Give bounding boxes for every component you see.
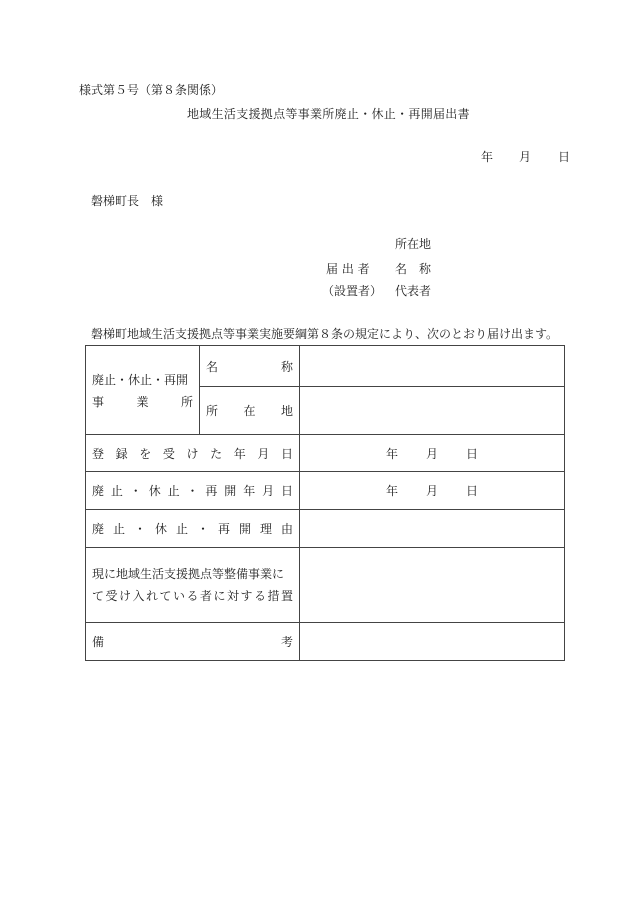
date-month-label: 月: [519, 150, 532, 164]
registration-date-label-cell: [86, 435, 300, 472]
table-row: [86, 472, 565, 510]
measures-label-cell: [86, 548, 300, 623]
reason-input-cell[interactable]: [300, 510, 565, 548]
addressee: 磐梯町長 様: [91, 194, 164, 208]
location-input-cell[interactable]: [300, 387, 565, 435]
measures-label-line2: て受け入れている者に対する措置: [92, 589, 293, 603]
document-title: 地域生活支援拠点等事業所廃止・休止・再開届出書: [187, 107, 470, 121]
name-label-cell: [200, 346, 300, 387]
measures-input-cell[interactable]: [300, 548, 565, 623]
office-label-line2: 事業所: [92, 395, 193, 409]
date-day-label: 日: [558, 150, 571, 164]
notification-table: [85, 345, 565, 661]
change-date-input-cell[interactable]: 年 月 日: [300, 472, 565, 510]
location-label: 所在地: [395, 237, 432, 251]
remarks-input-cell[interactable]: [300, 623, 565, 661]
form-number: 様式第５号（第８条関係）: [79, 83, 224, 97]
remarks-label: 備考: [92, 635, 293, 649]
measures-label-line1: 現に地域生活支援拠点等整備事業に: [92, 566, 285, 581]
table-row: [86, 623, 565, 661]
office-label-line1: 廃止・休止・再開: [92, 372, 189, 387]
change-date-label-cell: [86, 472, 300, 510]
submission-date: [481, 151, 570, 163]
change-date-label: 廃止・休止・再開年月日: [92, 484, 293, 498]
statement: 磐梯町地域生活支援拠点等事業実施要綱第８条の規定により、次のとおり届け出ます。: [91, 327, 559, 341]
remarks-label-cell: [86, 623, 300, 661]
location-label-cell: [200, 387, 300, 435]
registration-date-input-cell[interactable]: 年 月 日: [300, 435, 565, 472]
office-label-cell: [86, 346, 200, 435]
table-row: [86, 510, 565, 548]
registration-date-label: 登録を受けた年月日: [92, 446, 293, 461]
installer-label: （設置者）: [322, 284, 383, 298]
reason-label: 廃止・休止・再開理由: [92, 522, 293, 536]
table-row: [86, 435, 565, 472]
name-label: 名称: [206, 359, 293, 374]
location-label: 所在地: [206, 404, 293, 418]
reason-label-cell: [86, 510, 300, 548]
name-input-cell[interactable]: [300, 346, 565, 387]
name-label: 名 称: [395, 262, 432, 276]
date-year-label: 年: [481, 150, 494, 164]
representative-label: 代表者: [395, 284, 432, 298]
notifier-label: 届 出 者: [326, 262, 370, 276]
table-row: [86, 548, 565, 623]
table-row: [86, 346, 565, 387]
